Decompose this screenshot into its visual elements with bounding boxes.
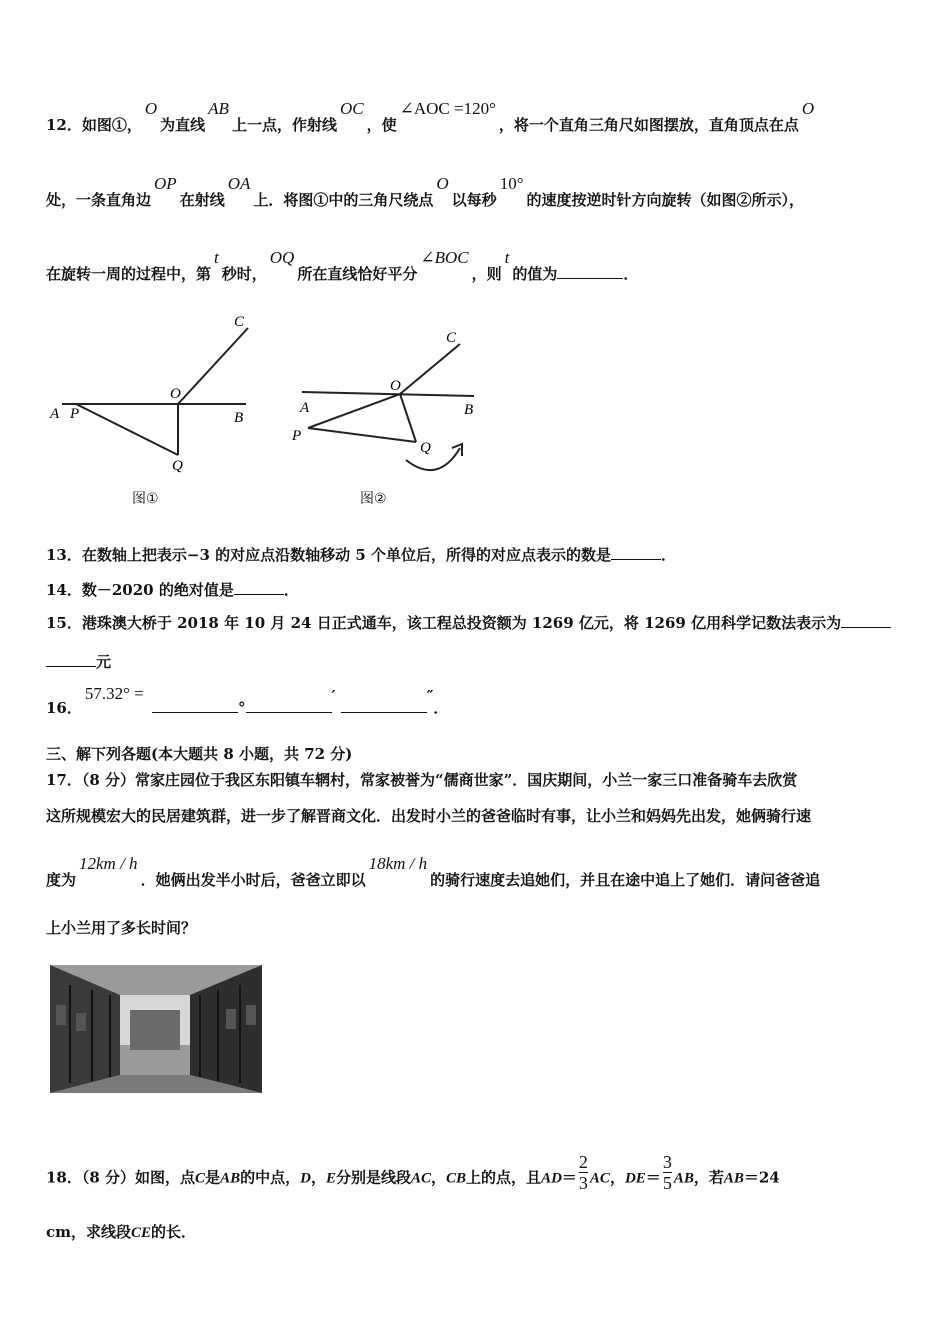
point-p: P xyxy=(292,428,302,444)
answer-blank[interactable] xyxy=(611,545,661,560)
degree-blank[interactable] xyxy=(152,698,238,713)
side-oq xyxy=(400,394,416,442)
figure-2-label: 图② xyxy=(360,491,387,507)
point-p: P xyxy=(70,406,80,422)
q12-line3: 在旋转一周的过程中，第t秒时，OQ所在直线恰好平分∠BOC，则t的值为 ． xyxy=(46,248,639,283)
q17-line4: 上小兰用了多长时间？ xyxy=(46,919,197,937)
q18-line2: cm，求线段CE的长． xyxy=(46,1223,197,1241)
q17-line1: 17．（8 分）常家庄园位于我区东阳镇车辋村，常家被誉为“儒商世家”．国庆期间，小兰一家三口准备骑车去欣赏 xyxy=(46,771,798,789)
point-o: O xyxy=(170,386,181,402)
point-q: Q xyxy=(420,440,431,456)
q15-line1: 15．港珠澳大桥于 2018 年 10 月 24 日正式通车，该工程总投资额为 1269 亿元，将 1269 亿用科学记数法表示为 xyxy=(46,613,891,633)
ray-oc xyxy=(400,344,460,394)
answer-blank[interactable] xyxy=(841,613,891,628)
point-c: C xyxy=(446,330,457,346)
side-op xyxy=(308,394,400,428)
minute-blank[interactable] xyxy=(246,698,332,713)
point-a: A xyxy=(300,400,310,416)
q15-line2: 元 xyxy=(46,652,111,672)
section-3-title: 三、解下列各题(本大题共 8 小题，共 72 分) xyxy=(46,745,353,763)
rotation-arrow xyxy=(406,448,460,470)
q17-line3: 度为12km / h．她俩出发半小时后，爸爸立即以18km / h的骑行速度去追她们，并且在途中追上了她们．请问爸爸追 xyxy=(46,854,821,889)
figure-1 xyxy=(46,310,256,510)
q12-line1: 12．如图①，O为直线AB上一点，作射线OC，使∠AOC =120°，将一个直角三角尺如图摆放，直角顶点在点O xyxy=(46,99,815,134)
point-b: B xyxy=(234,410,244,426)
point-b: B xyxy=(464,402,474,418)
q18-line1: 18．（8 分）如图，点C是AB的中点，D，E分别是线段AC，CB上的点，且AD＝ $\frac{2}{3}$ AC，DE＝ $\frac{3}{5}$ AB，若AB＝24 xyxy=(46,1152,780,1193)
figure-1-label: 图① xyxy=(132,491,159,507)
side-pq xyxy=(76,404,178,455)
q17-line2: 这所规模宏大的民居建筑群，进一步了解晋商文化．出发时小兰的爸爸临时有事，让小兰和妈妈先出发，她俩骑行速 xyxy=(46,807,812,825)
q14: 14．数－2020 的绝对值是 ． xyxy=(46,581,299,599)
point-a: A xyxy=(50,406,60,422)
q12-line2: 处，一条直角边OP在射线OA上．将图①中的三角尺绕点O以每秒10°的速度按逆时针方向旋转（如图②所示）， xyxy=(46,174,805,209)
point-q: Q xyxy=(172,458,183,474)
line-ab xyxy=(302,392,474,396)
answer-blank-continued[interactable] xyxy=(46,652,96,667)
ray-oc xyxy=(178,328,248,404)
answer-blank[interactable] xyxy=(234,580,284,595)
second-blank[interactable] xyxy=(341,698,427,713)
side-pq xyxy=(308,428,416,442)
courtyard-photo xyxy=(50,965,262,1093)
point-c: C xyxy=(234,314,245,330)
fraction-3-5: $\frac{3}{5}$ xyxy=(662,1152,672,1193)
point-o: O xyxy=(390,378,401,394)
q13: 13．在数轴上把表示−3 的对应点沿数轴移动 5 个单位后，所得的对应点表示的数是 ． xyxy=(46,546,677,564)
q16: 16．57.32° = °′ ″． xyxy=(46,684,449,717)
fraction-2-3: $\frac{2}{3}$ xyxy=(578,1152,588,1193)
answer-blank[interactable] xyxy=(557,264,623,279)
figure-2 xyxy=(288,320,488,490)
